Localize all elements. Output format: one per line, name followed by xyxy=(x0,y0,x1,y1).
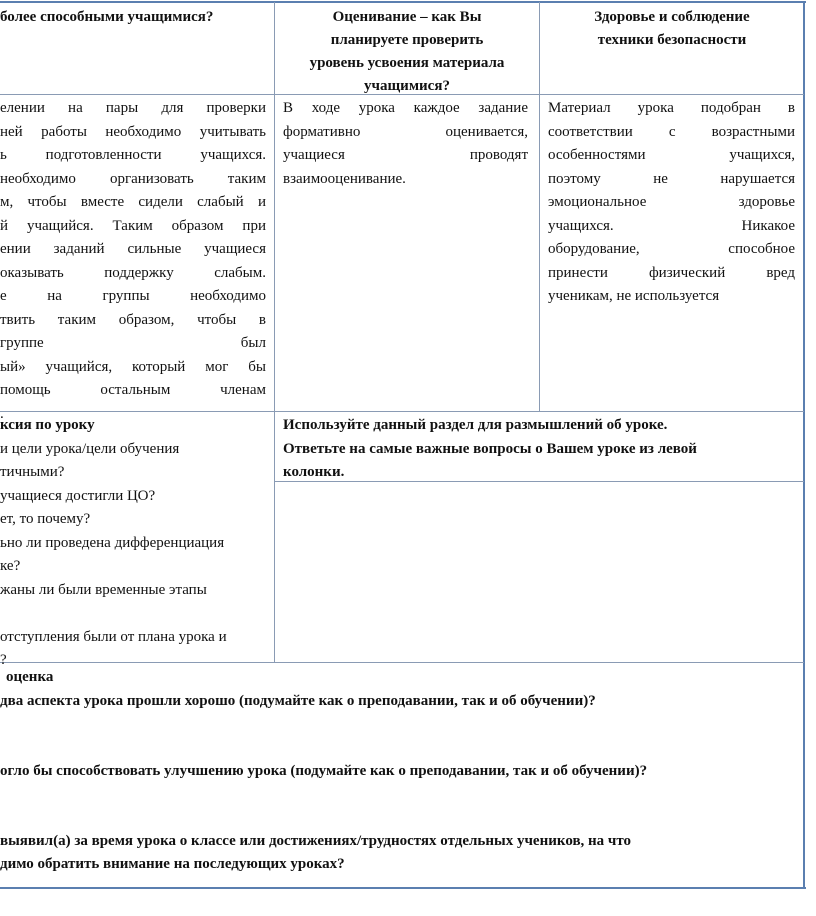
final-question-1: два аспекта урока прошли хорошо (подумайте как о преподавании, так и об обучении)? xyxy=(0,692,596,709)
differentiation-line: необходимо организовать таким xyxy=(0,170,266,187)
differentiation-text-cell xyxy=(0,97,266,426)
reflection-question-line: отступления были от плана урока и xyxy=(0,628,227,645)
assessment-line: формативно оценивается, xyxy=(283,123,528,140)
assessment-line: учащиеся проводят xyxy=(283,147,528,163)
health-line: ученикам, не используется xyxy=(548,288,720,304)
header-health-line: Здоровье и соблюдение xyxy=(594,9,750,25)
health-safety-text-cell xyxy=(548,97,795,309)
health-line: особенностями учащихся, xyxy=(548,147,795,163)
reflection-question-line: учащиеся достигли ЦО? xyxy=(0,487,156,504)
header-assessment-line: уровень усвоения материала xyxy=(309,55,505,71)
header-cell-assessment xyxy=(276,6,538,98)
differentiation-line: ении заданий сильные учащиеся xyxy=(0,241,266,257)
assessment-text-cell xyxy=(283,97,528,191)
differentiation-line: твить таким образом, чтобы в xyxy=(0,311,266,328)
differentiation-line: . xyxy=(0,405,4,422)
health-line: Материал урока подобран в xyxy=(548,100,795,116)
header-assessment-line: планируете проверить xyxy=(330,32,484,48)
reflection-question-line: ке? xyxy=(0,558,21,574)
header-cell-differentiation xyxy=(0,6,270,30)
differentiation-line: ь подготовленности учащихся. xyxy=(0,147,266,163)
header-assessment-line: учащимися? xyxy=(364,78,450,94)
col-divider-2 xyxy=(539,2,540,411)
table-border-top xyxy=(0,1,806,3)
differentiation-line: ней работы необходимо учитывать xyxy=(0,123,266,140)
differentiation-line: группе был xyxy=(0,335,266,351)
final-question-3-line: выявил(а) за время урока о классе или достижениях/трудностях отдельных учеников, на что xyxy=(0,832,632,849)
assessment-line: В ходе урока каждое задание xyxy=(283,100,528,116)
differentiation-line: помощь остальным членам xyxy=(0,382,266,398)
reflection-question-line: тичными? xyxy=(0,464,65,480)
assessment-line: взаимооценивание. xyxy=(283,170,406,187)
differentiation-line: е на группы необходимо xyxy=(0,288,266,304)
final-evaluation-title: оценка xyxy=(6,669,54,685)
reflection-notes-area[interactable] xyxy=(276,483,802,661)
health-line: поэтому не нарушается xyxy=(548,170,795,187)
reflection-question-line: ет, то почему? xyxy=(0,511,91,527)
final-evaluation-cell xyxy=(0,666,802,886)
col-divider-1 xyxy=(274,2,275,662)
reflection-questions-cell xyxy=(0,414,272,673)
differentiation-line: елении на пары для проверки xyxy=(0,100,266,116)
table-border-bottom xyxy=(0,887,806,889)
reflection-question-line: ьно ли проведена дифференциация xyxy=(0,534,225,551)
header-cell-health-safety xyxy=(541,6,803,52)
differentiation-line: й учащийся. Таким образом при xyxy=(0,217,266,234)
reflection-title: ксия по уроку xyxy=(0,417,95,433)
header-differentiation-text: более способными учащимися? xyxy=(0,9,214,25)
health-line: принести физический вред xyxy=(548,264,795,281)
reflection-instruction-line: колонки. xyxy=(283,464,345,480)
table-border-right xyxy=(803,1,805,889)
differentiation-line: оказывать поддержку слабым. xyxy=(0,264,266,281)
final-question-3-line: димо обратить внимание на последующих уроках? xyxy=(0,856,345,872)
health-line: оборудование, способное xyxy=(548,241,795,257)
differentiation-line: ый» учащийся, который мог бы xyxy=(0,358,266,375)
reflection-question-line: и цели урока/цели обучения xyxy=(0,440,180,457)
header-health-line: техники безопасности xyxy=(597,32,747,48)
final-question-2: огло бы способствовать улучшению урока (подумайте как о преподавании, так и об обучении)? xyxy=(0,763,648,779)
differentiation-line: м, чтобы вместе сидели слабый и xyxy=(0,194,266,210)
reflection-instructions-cell xyxy=(283,414,801,485)
health-line: учащихся. Никакое xyxy=(548,217,795,234)
reflection-instruction-line: Ответьте на самые важные вопросы о Вашем уроке из левой xyxy=(283,440,697,457)
reflection-instruction-line: Используйте данный раздел для размышлений об уроке. xyxy=(283,417,668,433)
health-line: эмоциональное здоровье xyxy=(548,194,795,210)
reflection-question-line xyxy=(0,602,272,626)
health-line: соответствии с возрастными xyxy=(548,123,795,140)
reflection-question-line: ? xyxy=(0,652,7,668)
reflection-question-line: жаны ли были временные этапы xyxy=(0,581,207,598)
header-assessment-line: Оценивание – как Вы xyxy=(332,9,482,25)
